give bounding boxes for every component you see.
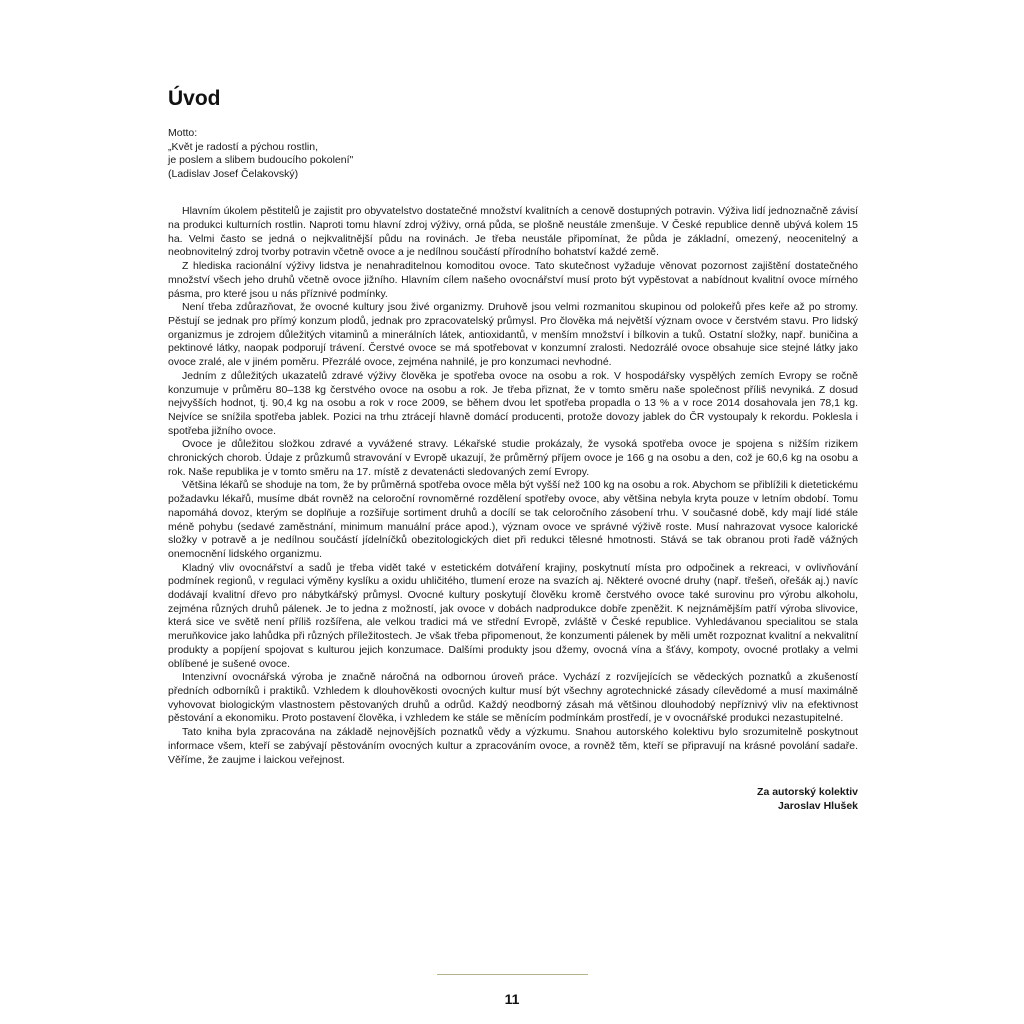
signature-line-1: Za autorský kolektiv	[757, 786, 858, 799]
motto-quote-line-2: je poslem a slibem budoucího pokolení"	[168, 154, 354, 167]
paragraph-9: Tato kniha byla zpracována na základě nejnovějších poznatků vědy a výzkumu. Snahou autorského kolektivu bylo srozumitelně poskytnout informace všem, kteří se zabývají pěstováním ovocných kultur a zpracováním ovoce, a rovněž těm, kteří se připravují na krásné povolání sadaře. Věříme, že zaujme i laickou veřejnost.	[168, 726, 858, 766]
paragraph-7: Kladný vliv ovocnářství a sadů je třeba vidět také v estetickém dotváření krajiny, poskytnutí místa pro odpočinek a rekreaci, v ovlivňování podmínek regionů, v regulaci výměny kyslíku a oxidu uhličitého, tlumení eroze na svazích aj. Některé ovocné druhy (např. třešeň, ořešák aj.) navíc dodávají kvalitní dřevo pro nábytkářský průmysl. Ovocné kultury poskytují člověku kromě čerstvého ovoce také surovinu pro výrobu alkoholu, zejména různých druhů pálenek. Je to jedna z možností, jak ovoce v dobách nadprodukce dobře zpeněžit. K nejznámějším patří výroba slivovice, která sice ve světě není příliš rozšířena, ale velkou tradici má ve střední Evropě, zvláště v České republice. Vyhledávanou specialitou se stala meruňkovice jako lahůdka při různých příležitostech. Je však třeba připomenout, že konzumenti pálenek by měli umět rozpoznat kvalitní a nekvalitní produkty a popíjení spojovat s kulturou jejich konzumace. Dalšími produkty jsou džemy, ovocná vína a šťávy, kompoty, ovocné protlaky a velmi oblíbené je sušené ovoce.	[168, 561, 858, 670]
paragraph-2: Z hlediska racionální výživy lidstva je nenahraditelnou komoditou ovoce. Tato skutečnost vyžaduje věnovat pozornost zajištění dostatečného množství všech jeho druhů včetně ovoce jižního. Hlavním cílem našeho ovocnářství musí proto být vypěstovat a nabídnout kvalitní ovoce mírného pásma, pro které jsou u nás příznivé podmínky.	[168, 260, 858, 300]
paragraph-5: Ovoce je důležitou složkou zdravé a vyvážené stravy. Lékařské studie prokázaly, že vysoká spotřeba ovoce je spojena s nižším rizikem chronických chorob. Údaje z průzkumů stravování v Evropě ukazují, že průměrný příjem ovoce je 166 g na osobu a den, což je 60,6 kg na osobu a rok. Naše republika je v tomto směru na 17. místě z devatenácti sledovaných zemí Evropy.	[168, 438, 858, 478]
motto-block	[168, 127, 858, 181]
paragraph-3: Není třeba zdůrazňovat, že ovocné kultury jsou živé organizmy. Druhově jsou velmi rozmanitou skupinou od polokeřů přes keře až po stromy. Pěstují se jednak pro přímý konzum plodů, jednak pro zpracovatelský průmysl. Pro člověka má největší význam ovoce v čerstvém stavu. Pro lidský organizmus je zdrojem důležitých vitaminů a minerálních látek, antioxidantů, v menším množství i bílkovin a tuků. Ostatní složky, např. buničina a pektinové látky, naopak podporují trávení. Čerstvé ovoce se má spotřebovat v konzumní zralosti. Nedozrálé ovoce obsahuje sice stejné látky jako ovoce zralé, ale v jiném poměru. Přezrálé ovoce, zejména nahnilé, je pro konzumaci nevhodné.	[168, 301, 858, 369]
paragraph-6: Většina lékařů se shoduje na tom, že by průměrná spotřeba ovoce měla být vyšší než 100 kg na osobu a rok. Abychom se přiblížili k dietetickému požadavku lékařů, musíme dbát rovněž na celoroční rovnoměrné rozdělení spotřeby ovoce, aby většina nebyla kryta pouze v letním období. Tomu napomáhá dovoz, kterým se doplňuje a rozšiřuje sortiment druhů a docílí se tak celoročního zásobení trhu. V současné době, kdy mají lidé stále méně pohybu (sedavé zaměstnání, minimum manuální práce apod.), význam ovoce ve správné výživě roste. Musí nahrazovat vysoce kalorické složky v potravě a je nedílnou součástí jídelníčků obezitologických diet při redukci tělesné hmotnosti. Stává se tak obranou proti řadě vážných onemocnění lidského organizmu.	[168, 479, 858, 560]
body-text	[168, 205, 858, 767]
signature-author: Jaroslav Hlušek	[778, 800, 858, 813]
motto-label: Motto:	[168, 127, 198, 139]
paragraph-1: Hlavním úkolem pěstitelů je zajistit pro obyvatelstvo dostatečné množství kvalitních a cenově dostupných potravin. Výživa lidí jednoznačně závisí na produkci kulturních rostlin. Naproti tomu hlavní zdroj výživy, orná půda, se plošně neustále zmenšuje. V České republice denně ubývá kolem 15 ha. Velmi často se jedná o nejkvalitnější půdu na rovinách. Je třeba neustále připomínat, že půda je základní, omezený, neocenitelný a neobnovitelný zdroj tvorby potravin včetně ovoce a je nedílnou součástí přírodního bohatství každé země.	[168, 205, 858, 259]
motto-quote-line-1: „Květ je radostí a pýchou rostlin,	[168, 140, 318, 153]
signature-block	[168, 785, 858, 813]
paragraph-8: Intenzivní ovocnářská výroba je značně náročná na odbornou úroveň práce. Vychází z rozvíjejících se vědeckých poznatků a zkušeností předních odborníků i praktiků. Vzhledem k dlouhověkosti ovocných kultur musí být všechny agrotechnické zásady cílevědomé a musí maximálně vyhovovat biologickým vlastnostem pěstovaných druhů a odrůd. Každý neodborný zásah má většinou dlouhodobý nepříznivý vliv na efektivnost pěstování a ekonomiku. Proto postavení člověka, i vzhledem ke stále se měnícím podmínkám prostředí, je v ovocnářské produkci nezastupitelné.	[168, 671, 858, 725]
footer-divider	[437, 974, 588, 975]
paragraph-4: Jedním z důležitých ukazatelů zdravé výživy člověka je spotřeba ovoce na osobu a rok. V hospodářsky vyspělých zemích Evropy se ročně konzumuje v průměru 80–138 kg čerstvého ovoce na osobu a rok. Je třeba přiznat, že v tomto směru naše společnost příliš nevyniká. Z dosud nejvyšších hodnot, tj. 90,4 kg na osobu a rok v roce 2009, se během dvou let spotřeba propadla o 13 % a v roce 2014 dosahovala jen 78,1 kg. Nejvíce se snížila spotřeba jablek. Pozici na trhu ztrácejí hlavně domácí producenti, protože dovozy jablek do ČR vystoupaly k rekordu. Poklesla i spotřeba jižního ovoce.	[168, 369, 858, 437]
page-title: Úvod	[168, 87, 221, 110]
motto-author: (Ladislav Josef Čelakovský)	[168, 167, 299, 180]
page-number: 11	[504, 991, 520, 1007]
page-content	[168, 86, 858, 813]
